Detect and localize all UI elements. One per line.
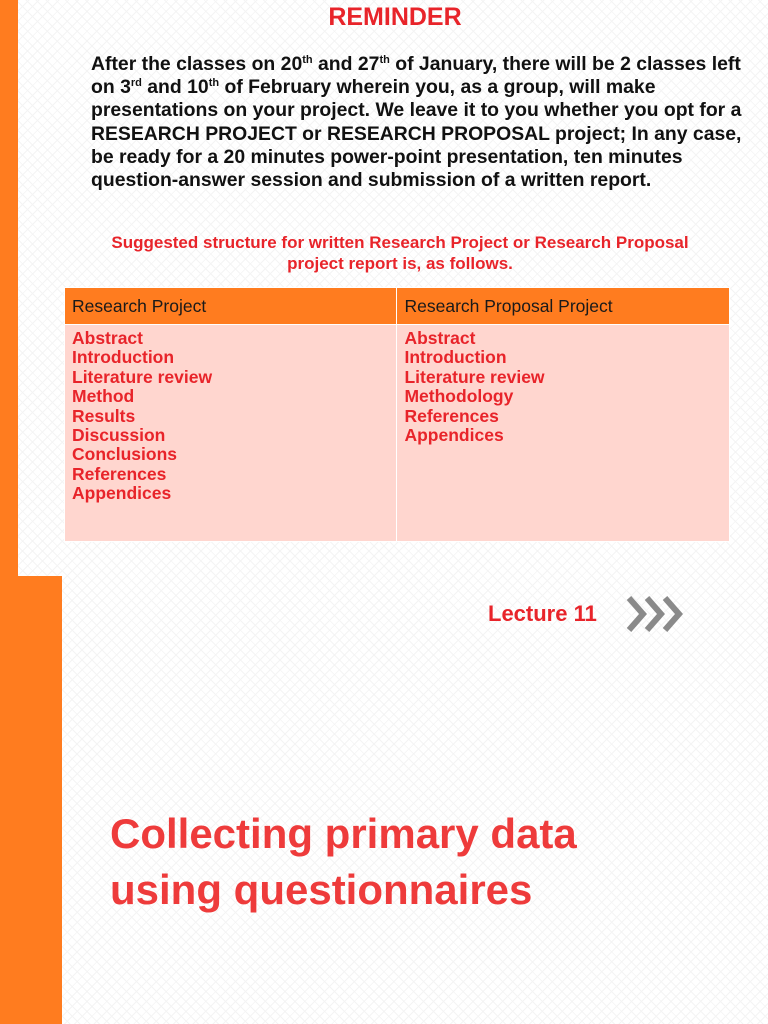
suggested-structure-text [50, 232, 750, 274]
title-line: using questionnaires [110, 866, 533, 913]
research-project-sections [65, 325, 397, 542]
slide-lecture-title [0, 576, 768, 1024]
accent-bar [0, 576, 62, 1024]
lecture-title [110, 806, 750, 918]
list-item: Introduction [72, 347, 175, 368]
table-row [65, 325, 730, 542]
column-header-research-proposal: Research Proposal Project [397, 288, 730, 325]
lecture-label: Lecture 11 [488, 601, 597, 626]
list-item: Introduction [404, 347, 507, 368]
suggested-line: Suggested structure for written Research Project or Research Proposal [111, 233, 689, 252]
research-proposal-sections [397, 325, 730, 542]
structure-table [64, 287, 730, 542]
list-item: Results [72, 405, 136, 426]
paragraph-text: and 27 [312, 53, 380, 75]
list-item: Method [72, 386, 135, 407]
list-item: Abstract [404, 328, 476, 348]
paragraph-text: of February wherein you, as a group, will make presentations on your project. We leave it to you whether you opt for a RESEARCH PROJECT or RESEARCH PROPOSAL project; In any case, be ready for a 20 minutes power-point presentation, ten minutes question-answer session and submission of a written report. [91, 76, 742, 192]
superscript: th [208, 77, 220, 90]
list-item: Literature review [404, 366, 545, 387]
accent-bar [0, 0, 18, 576]
table-header-row [65, 288, 730, 325]
list-item: Appendices [72, 483, 172, 504]
list-item: Conclusions [72, 444, 178, 465]
superscript: rd [130, 77, 142, 90]
superscript: th [379, 54, 390, 66]
list-item: References [72, 463, 167, 484]
list-item: Discussion [72, 425, 166, 446]
list-item: References [404, 405, 499, 426]
list-item: Literature review [72, 366, 213, 387]
reminder-paragraph [91, 53, 751, 192]
suggested-line: project report is, as follows. [287, 254, 513, 273]
triple-chevron-right-icon [625, 594, 685, 634]
list-item: Appendices [404, 425, 504, 446]
column-header-research-project: Research Project [65, 288, 397, 325]
paragraph-text: of January, there will be 2 classes left on 3 [91, 53, 741, 99]
paragraph-text: and 10 [141, 76, 209, 99]
title-line: Collecting primary data [110, 810, 577, 857]
superscript: th [302, 54, 313, 66]
list-item: Methodology [404, 386, 514, 407]
slide-title: REMINDER [328, 3, 462, 31]
paragraph-text: After the classes on 20 [91, 53, 303, 75]
list-item: Abstract [72, 328, 143, 348]
